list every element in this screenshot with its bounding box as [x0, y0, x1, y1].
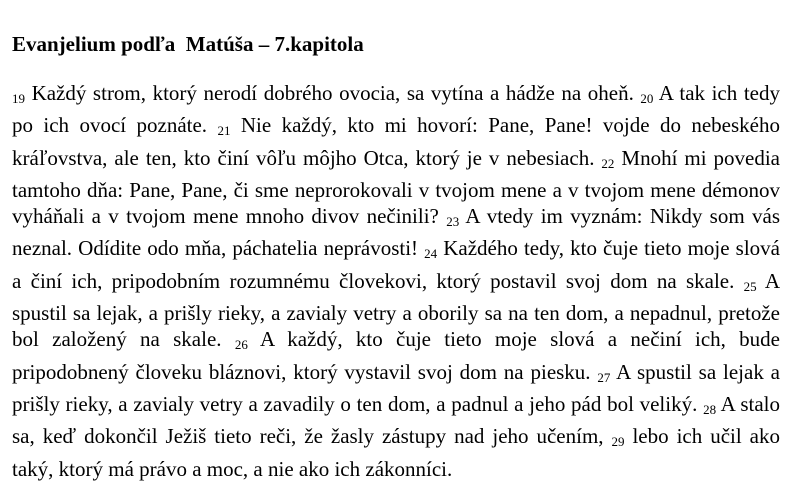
- chapter-text: [12, 80, 780, 482]
- verse-text: A vtedy im vyznám: Nikdy som vás neznal. Odídite odo mňa, páchatelia neprávosti!: [12, 204, 780, 261]
- page-title: Evanjelium podľa Matúša – 7.kapitola: [12, 32, 364, 56]
- verse-number: 24: [424, 246, 438, 262]
- verse-number: 28: [703, 401, 717, 417]
- verse-number: 20: [640, 91, 654, 106]
- verse-number: 27: [597, 369, 611, 385]
- verse-text: A každý, kto čuje tieto moje slová a nečiní ich, bude pripodobnený človeku bláznovi, ktorý vystavil svoj dom na piesku.: [12, 327, 780, 384]
- verse-text: Každého tedy, kto čuje tieto moje slová a činí ich, pripodobním rozumnému človekovi, ktorý postavil svoj dom na skale.: [12, 236, 780, 293]
- verse-number: 21: [217, 123, 231, 139]
- verse-number: 23: [446, 214, 460, 230]
- verse-text: A spustil sa lejak, a prišly rieky, a zavialy vetry a oborily sa na ten dom, a nepadnul, pretože bol založený na skale.: [12, 268, 780, 352]
- verse-text: Nie každý, kto mi hovorí: Pane, Pane! vojde do nebeského kráľovstva, ale ten, kto činí vôľu môjho Otca, ktorý je v nebesiach.: [12, 113, 780, 170]
- verse-number: 29: [611, 434, 625, 450]
- verse-text: A spustil sa lejak a prišly rieky, a zavialy vetry a zavadily o ten dom, a padnul a jeho pád bol veliký.: [12, 359, 781, 416]
- verse-number: 25: [743, 278, 757, 294]
- verse-number: 26: [234, 337, 248, 353]
- verse-text: A tak ich tedy po ich ovocí poznáte.: [12, 81, 780, 138]
- verse-text: Každý strom, ktorý nerodí dobrého ovocia, sa vytína a hádže na oheň.: [25, 81, 641, 105]
- verse-text: A stalo sa, keď dokončil Ježiš tieto reči, že žasly zástupy nad jeho učením,: [12, 391, 780, 449]
- verse-text: lebo ich učil ako taký, ktorý má právo a moc, a nie ako ich zákonníci.: [12, 424, 780, 481]
- verse-number: 22: [601, 155, 615, 171]
- verse-number: 19: [12, 91, 25, 106]
- verse-text: Mnohí mi povedia tamtoho dňa: Pane, Pane, či sme neprorokovali v tvojom mene a v tvojom mene démonov vyháňali a v tvojom mene mnoho divov nečinili?: [12, 145, 780, 229]
